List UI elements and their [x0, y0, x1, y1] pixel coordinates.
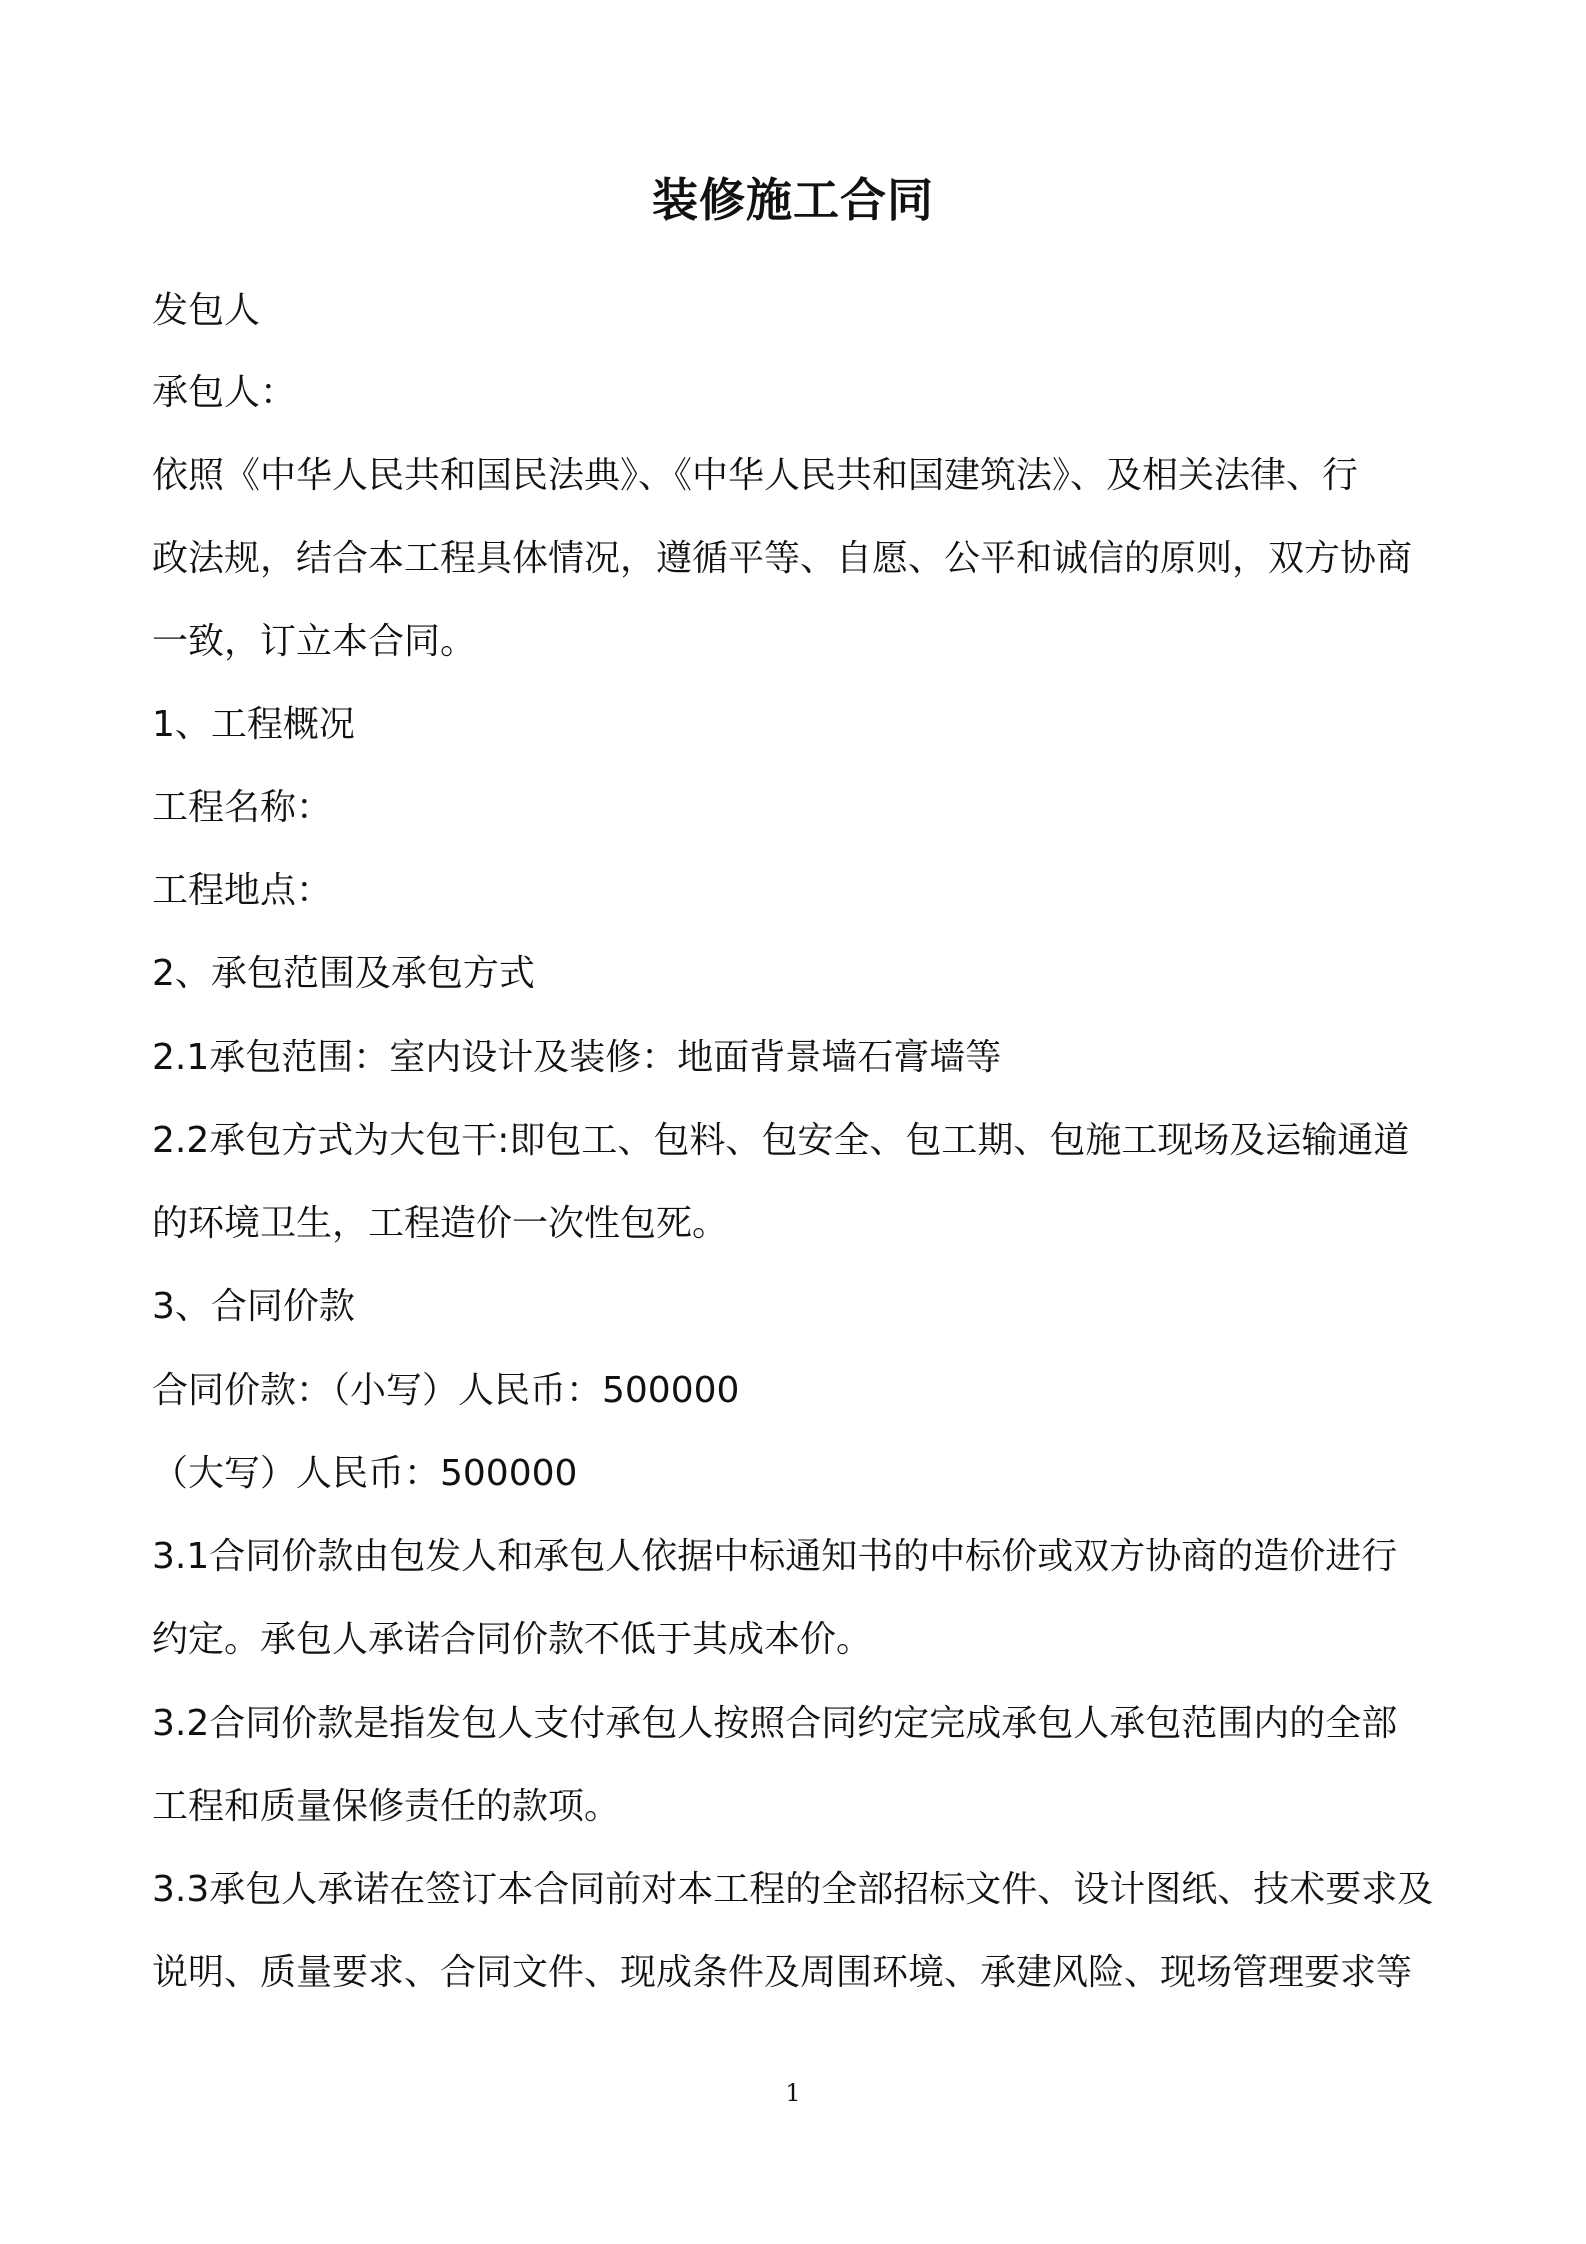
section-heading-3: 3、合同价款	[152, 1286, 355, 1327]
paragraph-intro-line-2: 政法规，结合本工程具体情况，遵循平等、自愿、公平和诚信的原则，双方协商	[152, 538, 1413, 579]
document-title: 装修施工合同	[652, 173, 934, 227]
line-price-uppercase: （大写）人民币：500000	[152, 1453, 578, 1494]
clause-2-2-line-1: 2.2承包方式为大包干:即包工、包料、包安全、包工期、包施工现场及运输通道	[152, 1120, 1410, 1161]
clause-3-3-line-2: 说明、质量要求、合同文件、现成条件及周围环境、承建风险、现场管理要求等	[152, 1952, 1413, 1993]
section-heading-1: 1、工程概况	[152, 704, 355, 745]
page-number: 1	[785, 2079, 801, 2107]
clause-3-2-line-1: 3.2合同价款是指发包人支付承包人按照合同约定完成承包人承包范围内的全部	[152, 1703, 1398, 1744]
clause-3-3-line-1: 3.3承包人承诺在签订本合同前对本工程的全部招标文件、设计图纸、技术要求及	[152, 1869, 1434, 1910]
line-contractor: 承包人：	[152, 372, 297, 413]
clause-3-2-line-2: 工程和质量保修责任的款项。	[152, 1786, 621, 1827]
line-employer: 发包人	[152, 290, 261, 331]
clause-2-2-line-2: 的环境卫生，工程造价一次性包死。	[152, 1203, 729, 1244]
clause-2-1: 2.1承包范围：室内设计及装修：地面背景墙石膏墙等	[152, 1037, 1002, 1078]
line-project-location: 工程地点：	[152, 870, 333, 911]
clause-3-1-line-2: 约定。承包人承诺合同价款不低于其成本价。	[152, 1619, 873, 1660]
paragraph-intro-line-3: 一致，订立本合同。	[152, 621, 477, 662]
line-price-lowercase: 合同价款：（小写）人民币：500000	[152, 1370, 740, 1411]
section-heading-2: 2、承包范围及承包方式	[152, 953, 535, 994]
line-project-name: 工程名称：	[152, 787, 333, 828]
paragraph-intro-line-1: 依照《中华人民共和国民法典》、《中华人民共和国建筑法》、及相关法律、行	[152, 455, 1359, 496]
clause-3-1-line-1: 3.1合同价款由包发人和承包人依据中标通知书的中标价或双方协商的造价进行	[152, 1536, 1398, 1577]
